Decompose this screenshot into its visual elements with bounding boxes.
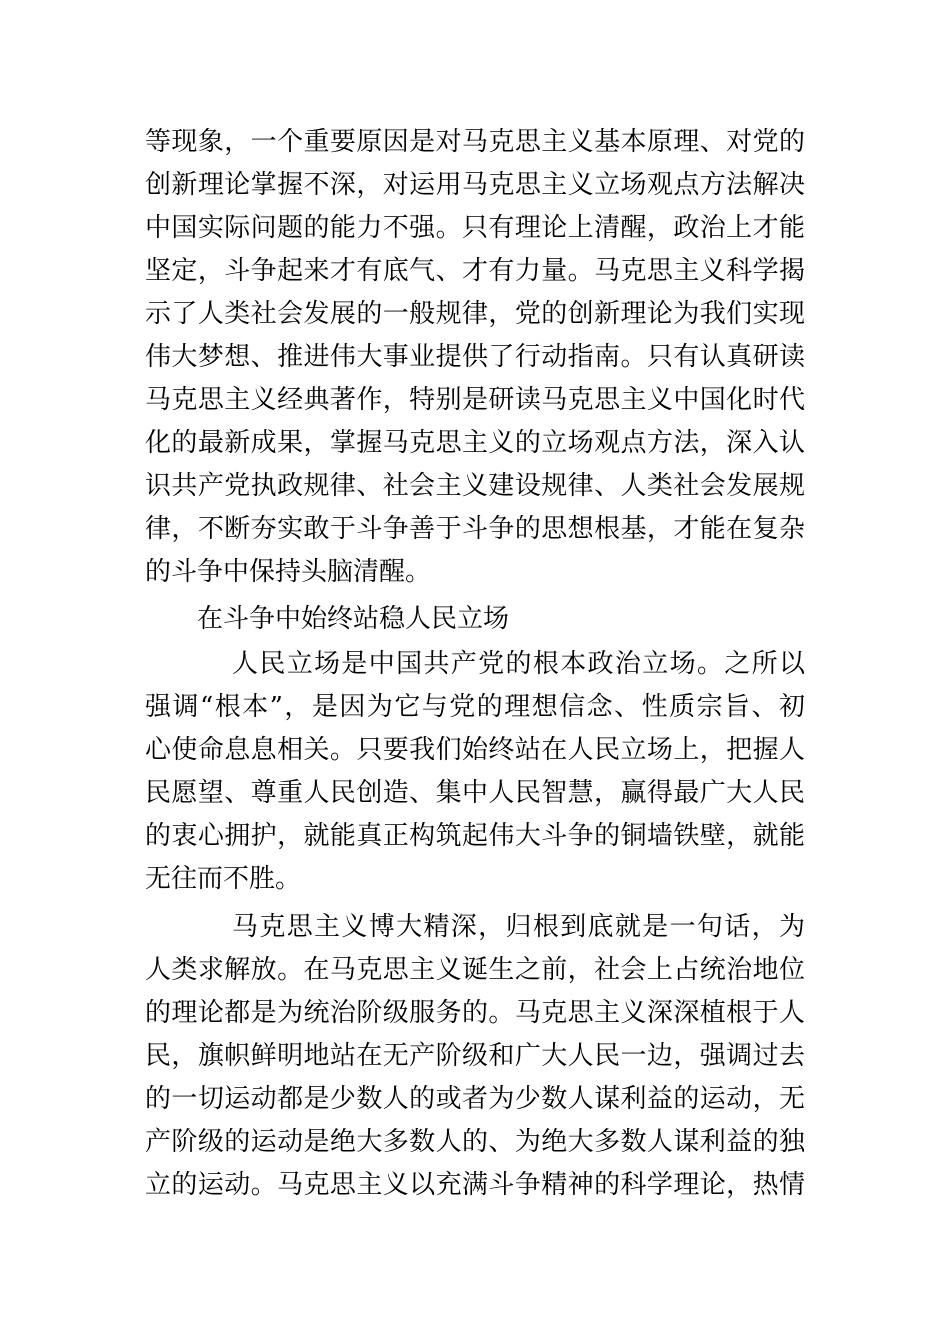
section-heading: 在斗争中始终站稳人民立场 xyxy=(197,604,510,634)
text-line: 律，不断夯实敢于斗争善于斗争的思想根基，才能在复杂 xyxy=(145,514,805,544)
text-line: 人类求解放。在马克思主义诞生之前，社会上占统治地位 xyxy=(145,955,805,985)
text-line: 的斗争中保持头脑清醒。 xyxy=(145,557,432,587)
text-line: 识共产党执政规律、社会主义建设规律、人类社会发展规 xyxy=(145,471,805,501)
text-line: 的理论都是为统治阶级服务的。马克思主义深深植根于人 xyxy=(145,998,805,1028)
text-line: 产阶级的运动是绝大多数人的、为绝大多数人谋利益的独 xyxy=(145,1127,805,1157)
text-line: 伟大梦想、推进伟大事业提供了行动指南。只有认真研读 xyxy=(145,342,805,372)
text-line: 马克思主义博大精深，归根到底就是一句话，为 xyxy=(232,912,805,942)
text-line: 坚定，斗争起来才有底气、才有力量。马克思主义科学揭 xyxy=(145,256,805,286)
text-line: 民，旗帜鲜明地站在无产阶级和广大人民一边，强调过去 xyxy=(145,1041,805,1071)
text-line: 等现象，一个重要原因是对马克思主义基本原理、对党的 xyxy=(145,127,805,157)
text-line: 立的运动。马克思主义以充满斗争精神的科学理论，热情 xyxy=(145,1170,805,1200)
text-line: 无往而不胜。 xyxy=(145,864,302,894)
text-line: 示了人类社会发展的一般规律，党的创新理论为我们实现 xyxy=(145,299,805,329)
text-line: 的衷心拥护，就能真正构筑起伟大斗争的铜墙铁壁，就能 xyxy=(145,821,805,851)
text-line: 心使命息息相关。只要我们始终站在人民立场上，把握人 xyxy=(145,735,805,765)
text-line: 化的最新成果，掌握马克思主义的立场观点方法，深入认 xyxy=(145,428,805,458)
text-line: 中国实际问题的能力不强。只有理论上清醒，政治上才能 xyxy=(145,213,805,243)
text-line: 马克思主义经典著作，特别是研读马克思主义中国化时代 xyxy=(145,385,805,415)
text-line: 创新理论掌握不深，对运用马克思主义立场观点方法解决 xyxy=(145,170,805,200)
text-line: 的一切运动都是少数人的或者为少数人谋利益的运动，无 xyxy=(145,1084,805,1114)
text-line: 强调“根本”，是因为它与党的理想信念、性质宗旨、初 xyxy=(145,692,805,722)
text-line: 人民立场是中国共产党的根本政治立场。之所以 xyxy=(232,649,805,679)
text-line: 民愿望、尊重人民创造、集中人民智慧，赢得最广大人民 xyxy=(145,778,805,808)
